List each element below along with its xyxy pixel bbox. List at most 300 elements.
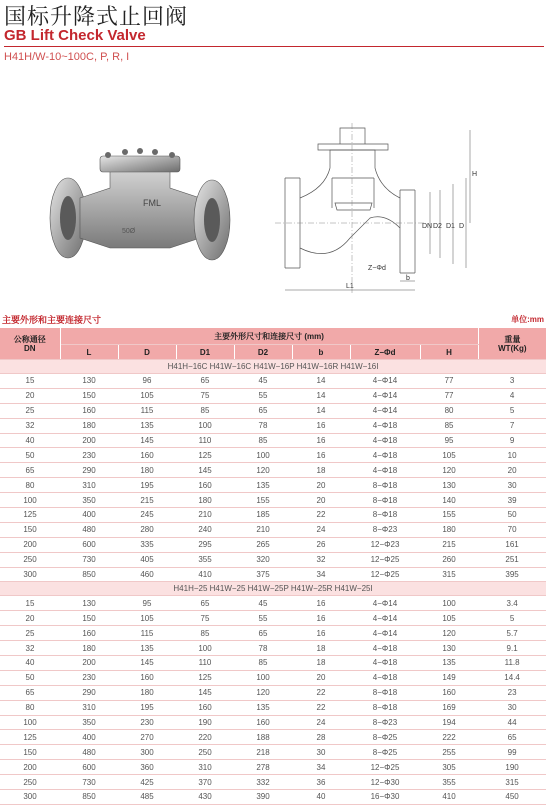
table-cell: 12−Φ30 [350,775,420,790]
table-cell: 32 [292,552,350,567]
table-cell: 105 [420,611,478,626]
table-row [0,760,546,775]
table-cell: 160 [176,478,234,493]
table-row [0,730,546,745]
table-cell: 200 [60,433,118,448]
table-cell: 65 [234,626,292,641]
table-cell: 36 [292,775,350,790]
table-cell: 355 [176,552,234,567]
table-cell: 55 [234,388,292,403]
table-cell: 145 [118,433,176,448]
table-cell: 5 [478,611,546,626]
table-cell: 125 [0,508,60,523]
dim-h: H [472,171,478,178]
table-cell: 5.7 [478,626,546,641]
table-cell: 12−Φ25 [350,552,420,567]
table-cell: 85 [234,433,292,448]
table-cell: 80 [420,403,478,418]
header-wt: 重量 WT(Kg) [478,328,546,360]
table-row [0,641,546,656]
table-cell: 370 [176,775,234,790]
table-cell: 4−Φ14 [350,403,420,418]
table-cell: 30 [478,700,546,715]
table-cell: 34 [292,567,350,582]
table-cell: 40 [0,656,60,671]
table-cell: 230 [118,715,176,730]
table-row [0,463,546,478]
table-cell: 160 [118,670,176,685]
table-cell: 16−Φ30 [350,790,420,805]
table-cell: 310 [60,478,118,493]
table-row [0,685,546,700]
table-cell: 40 [0,433,60,448]
table-cell: 12−Φ25 [350,760,420,775]
table-cell: 185 [234,508,292,523]
table-cell: 65 [0,463,60,478]
header-dn: 公称通径 DN [0,328,60,360]
table-row [0,745,546,760]
table-cell: 96 [118,374,176,389]
table-cell: 160 [234,715,292,730]
table-cell: 8−Φ23 [350,715,420,730]
valve-drawing [270,118,510,298]
table-cell: 4−Φ14 [350,611,420,626]
title-cn: 国标升降式止回阀 [4,4,189,29]
group-row [0,582,546,596]
table-cell: 4−Φ18 [350,448,420,463]
table-cell: 24 [292,522,350,537]
table-cell: 270 [118,730,176,745]
table-cell: 28 [292,730,350,745]
table-cell: 3.4 [478,596,546,611]
table-cell: 14.4 [478,670,546,685]
table-cell: 250 [176,745,234,760]
dim-dn: DN [422,223,433,230]
table-row [0,670,546,685]
table-cell: 65 [478,730,546,745]
table-cell: 8−Φ18 [350,700,420,715]
logo-text: FML [143,198,161,208]
col-h: H [420,345,478,360]
table-cell: 15 [0,374,60,389]
table-cell: 100 [176,418,234,433]
table-cell: 315 [478,775,546,790]
table-cell: 160 [60,403,118,418]
table-cell: 4−Φ18 [350,433,420,448]
table-cell: 8−Φ23 [350,522,420,537]
table-cell: 4−Φ14 [350,388,420,403]
table-cell: 100 [234,670,292,685]
table-cell: 7 [478,418,546,433]
table-cell: 130 [60,596,118,611]
table-cell: 4−Φ18 [350,418,420,433]
table-cell: 390 [234,790,292,805]
table-cell: 222 [420,730,478,745]
table-cell: 230 [60,670,118,685]
dim-d2: D2 [433,223,442,230]
table-cell: 4 [478,388,546,403]
dim-l1: L1 [346,283,354,290]
table-cell: 75 [176,611,234,626]
table-cell: 180 [118,685,176,700]
table-cell: 3 [478,374,546,389]
table-cell: 850 [60,790,118,805]
table-row [0,656,546,671]
table-row [0,522,546,537]
table-row [0,715,546,730]
table-cell: 350 [60,715,118,730]
header-group: 主要外形尺寸和连接尺寸 (mm) [60,328,478,345]
table-cell: 65 [176,596,234,611]
dim-zd: Z−Φd [368,265,386,272]
table-cell: 135 [234,478,292,493]
table-row [0,790,546,805]
table-cell: 20 [478,463,546,478]
table-row [0,418,546,433]
table-cell: 169 [420,700,478,715]
table-cell: 250 [0,775,60,790]
table-cell: 188 [234,730,292,745]
table-cell: 405 [118,552,176,567]
table-cell: 85 [176,403,234,418]
table-cell: 100 [0,493,60,508]
table-row [0,596,546,611]
unit-label: 单位:mm [511,315,544,324]
table-cell: 100 [0,715,60,730]
table-cell: 215 [420,537,478,552]
table-cell: 18 [292,641,350,656]
dim-d: D [459,223,465,230]
table-cell: 4−Φ18 [350,670,420,685]
table-cell: 160 [420,685,478,700]
table-cell: 290 [60,463,118,478]
table-row [0,374,546,389]
table-cell: 230 [60,448,118,463]
table-cell: 25 [0,626,60,641]
table-cell: 200 [0,537,60,552]
table-cell: 115 [118,403,176,418]
table-cell: 16 [292,626,350,641]
table-cell: 130 [60,374,118,389]
table-cell: 145 [176,685,234,700]
table-cell: 195 [118,478,176,493]
table-cell: 80 [0,478,60,493]
table-cell: 30 [292,745,350,760]
table-cell: 8−Φ25 [350,745,420,760]
col-d1: D1 [176,345,234,360]
table-cell: 8−Φ18 [350,508,420,523]
table-cell: 290 [60,685,118,700]
table-cell: 140 [420,493,478,508]
table-cell: 410 [176,567,234,582]
table-row [0,388,546,403]
table-row [0,626,546,641]
table-cell: 360 [118,760,176,775]
table-cell: 99 [478,745,546,760]
group-label: H41H−16C H41W−16C H41W−16P H41W−16R H41W−16I [0,360,546,374]
table-cell: 195 [118,700,176,715]
valve-body [80,168,200,248]
table-cell: 45 [234,374,292,389]
table-cell: 50 [0,448,60,463]
table-cell: 120 [420,626,478,641]
table-cell: 125 [176,670,234,685]
table-cell: 4−Φ18 [350,463,420,478]
table-cell: 240 [176,522,234,537]
table-cell: 300 [118,745,176,760]
table-cell: 190 [176,715,234,730]
valve-photo [40,138,240,288]
table-cell: 280 [118,522,176,537]
table-cell: 480 [60,522,118,537]
table-cell: 39 [478,493,546,508]
table-cell: 12−Φ25 [350,567,420,582]
table-cell: 310 [176,760,234,775]
table-cell: 194 [420,715,478,730]
table-cell: 180 [176,493,234,508]
table-cell: 160 [60,626,118,641]
table-cell: 255 [420,745,478,760]
dimension-table [0,328,546,805]
table-cell: 24 [292,715,350,730]
table-cell: 120 [420,463,478,478]
table-cell: 130 [420,641,478,656]
table-cell: 12−Φ23 [350,537,420,552]
table-cell: 730 [60,552,118,567]
table-cell: 78 [234,641,292,656]
table-cell: 65 [234,403,292,418]
table-cell: 16 [292,596,350,611]
table-cell: 180 [420,522,478,537]
table-cell: 16 [292,611,350,626]
table-cell: 160 [176,700,234,715]
table-row [0,700,546,715]
table-cell: 295 [176,537,234,552]
table-cell: 22 [292,508,350,523]
group-row [0,360,546,374]
table-row [0,567,546,582]
table-cell: 5 [478,403,546,418]
table-row [0,552,546,567]
table-cell: 34 [292,760,350,775]
table-cell: 85 [234,656,292,671]
table-cell: 150 [60,388,118,403]
table-cell: 16 [292,418,350,433]
table-cell: 95 [118,596,176,611]
table-cell: 210 [234,522,292,537]
table-cell: 105 [118,611,176,626]
table-cell: 161 [478,537,546,552]
table-cell: 20 [0,611,60,626]
table-cell: 16 [292,433,350,448]
table-cell: 135 [118,418,176,433]
table-row [0,478,546,493]
table-cell: 485 [118,790,176,805]
table-cell: 44 [478,715,546,730]
table-cell: 70 [478,522,546,537]
table-cell: 480 [60,745,118,760]
table-cell: 8−Φ18 [350,493,420,508]
table-cell: 85 [176,626,234,641]
dim-b: b [406,275,410,282]
table-cell: 14 [292,374,350,389]
table-cell: 125 [176,448,234,463]
table-cell: 265 [234,537,292,552]
table-cell: 218 [234,745,292,760]
table-row [0,537,546,552]
table-cell: 55 [234,611,292,626]
table-cell: 11.8 [478,656,546,671]
table-cell: 50 [0,670,60,685]
table-cell: 310 [60,700,118,715]
table-row [0,611,546,626]
table-cell: 4−Φ14 [350,596,420,611]
table-cell: 850 [60,567,118,582]
table-cell: 22 [292,700,350,715]
table-cell: 120 [234,463,292,478]
table-cell: 410 [420,790,478,805]
plate-text: 50Ø [122,228,136,235]
table-cell: 300 [0,790,60,805]
table-cell: 110 [176,656,234,671]
table-cell: 315 [420,567,478,582]
table-cell: 260 [420,552,478,567]
table-cell: 155 [234,493,292,508]
table-cell: 430 [176,790,234,805]
table-cell: 120 [234,685,292,700]
table-cell: 135 [420,656,478,671]
table-cell: 150 [0,745,60,760]
table-cell: 180 [60,641,118,656]
table-cell: 16 [292,448,350,463]
table-cell: 4−Φ18 [350,656,420,671]
col-b: b [292,345,350,360]
table-cell: 220 [176,730,234,745]
col-zd: Z−Φd [350,345,420,360]
table-cell: 100 [234,448,292,463]
table-cell: 85 [420,418,478,433]
table-cell: 25 [0,403,60,418]
table-cell: 110 [176,433,234,448]
table-cell: 4−Φ18 [350,641,420,656]
model-range: H41H/W-10~100C, P, R, I [4,51,130,63]
table-cell: 18 [292,463,350,478]
table-cell: 26 [292,537,350,552]
table-cell: 332 [234,775,292,790]
table-cell: 78 [234,418,292,433]
table-cell: 45 [234,596,292,611]
table-cell: 18 [292,656,350,671]
table-cell: 75 [176,388,234,403]
table-cell: 20 [292,670,350,685]
table-cell: 730 [60,775,118,790]
table-cell: 23 [478,685,546,700]
table-cell: 8−Φ25 [350,730,420,745]
table-body [0,360,546,805]
table-cell: 160 [118,448,176,463]
table-cell: 77 [420,388,478,403]
table-row [0,403,546,418]
table-cell: 14 [292,403,350,418]
table-row [0,433,546,448]
table-cell: 125 [0,730,60,745]
section-title: 主要外形和主要连接尺寸 [2,315,102,325]
table-cell: 278 [234,760,292,775]
title-rule [4,46,544,47]
table-cell: 450 [478,790,546,805]
table-cell: 20 [292,493,350,508]
table-cell: 200 [0,760,60,775]
table-cell: 600 [60,537,118,552]
table-cell: 100 [420,596,478,611]
table-cell: 65 [0,685,60,700]
col-l: L [60,345,118,360]
table-cell: 9.1 [478,641,546,656]
table-cell: 10 [478,448,546,463]
dim-d1: D1 [446,223,455,230]
table-cell: 300 [0,567,60,582]
table-cell: 400 [60,508,118,523]
table-cell: 14 [292,388,350,403]
table-cell: 100 [176,641,234,656]
table-cell: 150 [0,522,60,537]
table-cell: 8−Φ18 [350,478,420,493]
table-cell: 20 [292,478,350,493]
table-cell: 251 [478,552,546,567]
title-en: GB Lift Check Valve [4,27,146,44]
table-cell: 355 [420,775,478,790]
col-d: D [118,345,176,360]
table-cell: 40 [292,790,350,805]
table-row [0,508,546,523]
table-cell: 105 [420,448,478,463]
table-cell: 77 [420,374,478,389]
table-cell: 155 [420,508,478,523]
table-row [0,448,546,463]
table-cell: 180 [118,463,176,478]
table-cell: 32 [0,418,60,433]
table-cell: 50 [478,508,546,523]
table-cell: 375 [234,567,292,582]
table-cell: 9 [478,433,546,448]
table-cell: 600 [60,760,118,775]
group-label: H41H−25 H41W−25 H41W−25P H41W−25R H41W−25I [0,582,546,596]
table-cell: 180 [60,418,118,433]
table-cell: 95 [420,433,478,448]
table-cell: 215 [118,493,176,508]
table-cell: 105 [118,388,176,403]
bonnet [100,156,180,172]
table-cell: 335 [118,537,176,552]
table-cell: 149 [420,670,478,685]
table-cell: 190 [478,760,546,775]
table-cell: 22 [292,685,350,700]
table-cell: 395 [478,567,546,582]
table-row [0,775,546,790]
table-cell: 135 [234,700,292,715]
table-cell: 245 [118,508,176,523]
table-cell: 130 [420,478,478,493]
table-cell: 250 [0,552,60,567]
table-cell: 145 [176,463,234,478]
table-cell: 20 [0,388,60,403]
table-cell: 320 [234,552,292,567]
table-cell: 305 [420,760,478,775]
table-cell: 115 [118,626,176,641]
table-cell: 350 [60,493,118,508]
table-cell: 4−Φ14 [350,626,420,641]
table-cell: 210 [176,508,234,523]
